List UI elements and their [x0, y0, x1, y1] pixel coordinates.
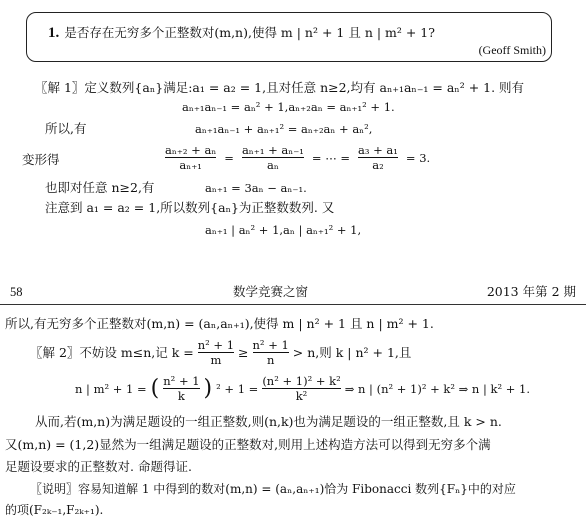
ellipsis-equals: = ⋯ = [311, 150, 351, 165]
fraction-numerator: aₙ₊₂ + aₙ [165, 143, 217, 157]
fraction [198, 338, 234, 367]
fraction-denominator: k² [295, 389, 308, 403]
solution1-intro: 〖解 1〗定义数列{aₙ}满足:a₁ = a₂ = 1,且对任意 n≥2,均有 aₙ₊₁aₙ₋₁ = aₙ² + 1. 则有 [35, 80, 525, 95]
solution2-line [30, 338, 411, 367]
solution1-eq3 [165, 143, 430, 172]
fraction-numerator: aₙ₊₁ + aₙ₋₁ [241, 143, 304, 157]
fraction-numerator: n² + 1 [252, 338, 289, 352]
left-paren: ( [150, 375, 160, 401]
fraction [242, 143, 304, 172]
eq6-mid: ² + 1 = [216, 381, 259, 396]
header-rule [0, 304, 586, 305]
solution2-eq6 [75, 374, 530, 403]
solution1-conclusion: 所以,有无穷多个正整数对(m,n) = (aₙ,aₙ₊₁),使得 m | n² + 1 且 n | m² + 1. [5, 316, 434, 331]
eq6-rhs: ⇒ n | (n² + 1)² + k² ⇒ n | k² + 1. [344, 381, 531, 396]
eq6-lhs: n | m² + 1 = [75, 381, 147, 396]
problem-statement [48, 22, 435, 42]
solution1-eq2: aₙ₊₁aₙ₋₁ + aₙ₊₁² = aₙ₊₂aₙ + aₙ², [195, 122, 373, 136]
fraction-denominator: k [177, 389, 185, 403]
paragraph-line-2: 又(m,n) = (1,2)显然为一组满足题设的正整数对,则用上述构造方法可以得到无穷多个满 [5, 437, 491, 452]
fraction [165, 143, 216, 172]
fraction-numerator: n² + 1 [197, 338, 235, 352]
solution2-intro: 〖解 2〗不妨设 m≤n,记 k = [30, 344, 194, 360]
fraction [262, 374, 340, 403]
solution1-so-label: 所以,有 [45, 121, 87, 136]
issue-label: 2013 年第 2 期 [486, 284, 576, 299]
solution1-eq4: aₙ₊₁ = 3aₙ − aₙ₋₁. [205, 181, 307, 195]
solution1-transform-label: 变形得 [22, 152, 60, 167]
problem-author: (Geoff Smith) [478, 43, 546, 57]
fraction-denominator: aₙ [267, 158, 279, 172]
solution2-rest: > n,则 k | n² + 1,且 [292, 344, 412, 360]
paragraph-line-3: 足题设要求的正整数对. 命题得证. [5, 459, 192, 474]
paragraph-line-1: 从而,若(m,n)为满足题设的一组正整数,则(n,k)也为满足题设的一组正整数,且 k > n. [35, 414, 502, 429]
fraction-numerator: a₃ + a₁ [358, 143, 398, 157]
problem-number: 1. [48, 25, 60, 41]
solution1-also-label: 也即对任意 n≥2,有 [45, 180, 155, 195]
page-number: 58 [10, 285, 23, 299]
journal-title: 数学竞赛之窗 [233, 284, 309, 299]
fraction-numerator: (n² + 1)² + k² [262, 374, 341, 388]
fraction [253, 338, 289, 367]
solution1-eq5: aₙ₊₁ | aₙ² + 1,aₙ | aₙ₊₁² + 1, [205, 223, 362, 237]
fraction [163, 374, 199, 403]
geq-sign: ≥ [238, 344, 249, 360]
note-line-1: 〖说明〗容易知道解 1 中得到的数对(m,n) = (aₙ,aₙ₊₁)恰为 Fibonacci 数列{Fₙ}中的对应 [30, 482, 516, 496]
fraction-numerator: n² + 1 [163, 374, 200, 388]
fraction-denominator: m [210, 353, 222, 367]
fraction-denominator: n [266, 353, 275, 367]
fraction-denominator: a₂ [372, 158, 384, 172]
equals-three: = 3. [405, 150, 431, 165]
fraction [358, 143, 398, 172]
problem-text: 是否存在无穷多个正整数对(m,n),使得 m | n² + 1 且 n | m² + 1? [64, 25, 435, 40]
solution1-eq1: aₙ₊₁aₙ₋₁ = aₙ² + 1,aₙ₊₂aₙ = aₙ₊₁² + 1. [182, 100, 395, 114]
note-line-2: 的项(F₂ₖ₋₁,F₂ₖ₊₁). [5, 503, 104, 517]
right-paren: ) [203, 375, 213, 401]
solution1-note: 注意到 a₁ = a₂ = 1,所以数列{aₙ}为正整数数列. 又 [45, 200, 335, 215]
equals-sign: = [224, 150, 234, 165]
fraction-denominator: aₙ₊₁ [179, 158, 202, 172]
